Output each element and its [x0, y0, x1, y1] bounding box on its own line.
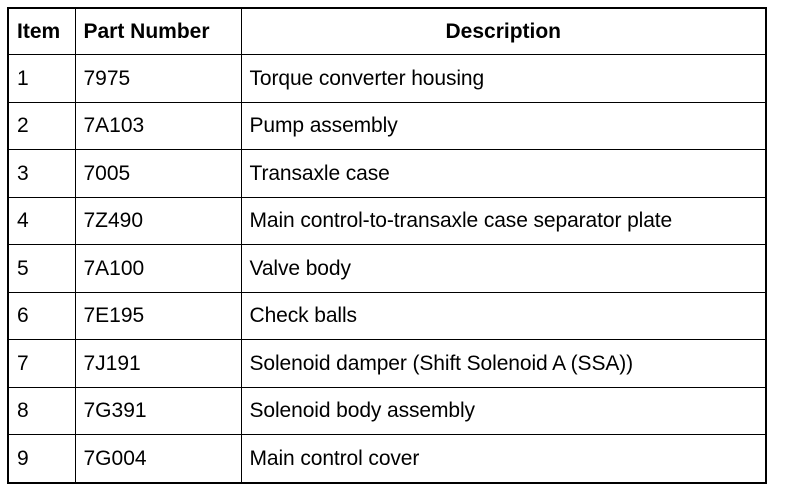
table-row — [8, 435, 766, 483]
table-row — [8, 55, 766, 103]
cell-part-number: 7A103 — [75, 102, 241, 150]
cell-part-number: 7Z490 — [75, 197, 241, 245]
table-row — [8, 340, 766, 388]
cell-item: 2 — [8, 102, 75, 150]
cell-description: Torque converter housing — [241, 55, 766, 103]
cell-part-number: 7E195 — [75, 292, 241, 340]
cell-description: Solenoid damper (Shift Solenoid A (SSA)) — [241, 340, 766, 388]
cell-part-number: 7005 — [75, 150, 241, 198]
cell-description: Main control cover — [241, 435, 766, 483]
cell-description: Solenoid body assembly — [241, 387, 766, 435]
cell-item: 5 — [8, 245, 75, 293]
cell-part-number: 7975 — [75, 55, 241, 103]
header-row — [8, 8, 766, 55]
cell-part-number: 7A100 — [75, 245, 241, 293]
table-body — [8, 55, 766, 483]
cell-part-number: 7G391 — [75, 387, 241, 435]
header-part-number: Part Number — [75, 8, 241, 55]
cell-item: 7 — [8, 340, 75, 388]
cell-description: Check balls — [241, 292, 766, 340]
cell-description: Transaxle case — [241, 150, 766, 198]
cell-description: Valve body — [241, 245, 766, 293]
table-row — [8, 292, 766, 340]
cell-item: 4 — [8, 197, 75, 245]
cell-part-number: 7J191 — [75, 340, 241, 388]
table-row — [8, 245, 766, 293]
cell-item: 9 — [8, 435, 75, 483]
cell-item: 1 — [8, 55, 75, 103]
table-row — [8, 150, 766, 198]
header-description: Description — [241, 8, 766, 55]
table-header — [8, 8, 766, 55]
table-row — [8, 102, 766, 150]
parts-table — [7, 7, 767, 484]
header-item: Item — [8, 8, 75, 55]
cell-description: Pump assembly — [241, 102, 766, 150]
table-row — [8, 387, 766, 435]
cell-item: 6 — [8, 292, 75, 340]
cell-part-number: 7G004 — [75, 435, 241, 483]
cell-item: 3 — [8, 150, 75, 198]
cell-item: 8 — [8, 387, 75, 435]
table-row — [8, 197, 766, 245]
cell-description: Main control-to-transaxle case separator plate — [241, 197, 766, 245]
